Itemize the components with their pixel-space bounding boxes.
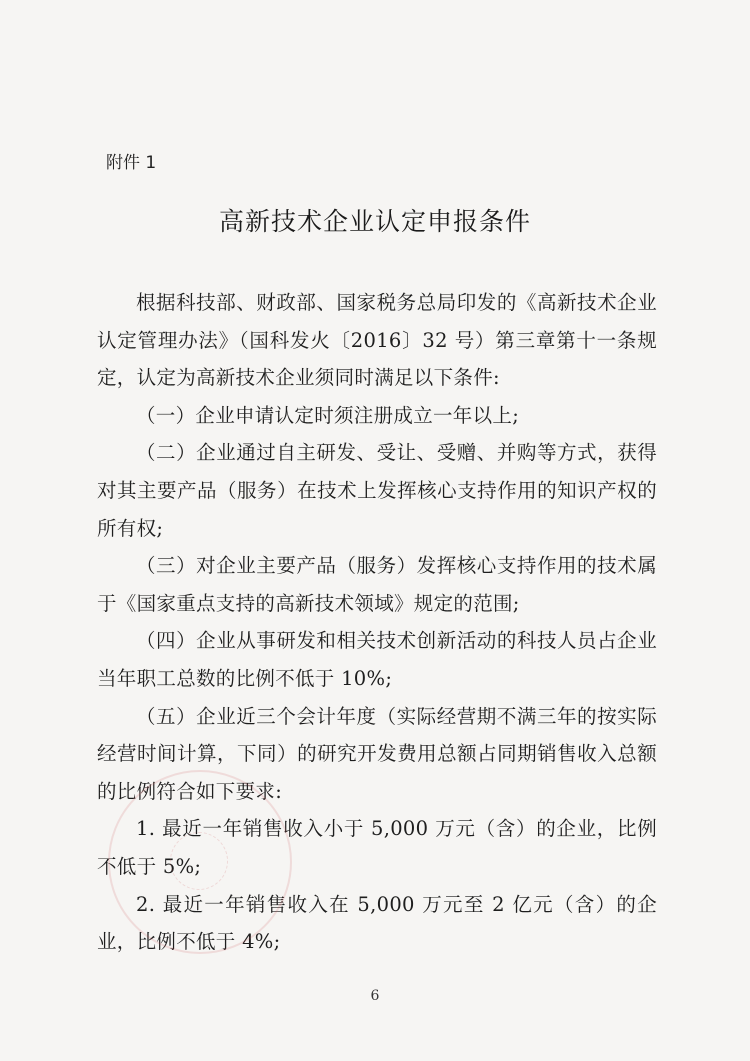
page-number: 6 (370, 988, 380, 1004)
paragraph-condition-2: （二）企业通过自主研发、受让、受赠、并购等方式，获得对其主要产品（服务）在技术上发挥核心支持作用的知识产权的所有权; (97, 441, 657, 540)
paragraph-condition-4: （四）企业从事研发和相关技术创新活动的科技人员占企业当年职工总数的比例不低于 10%; (97, 629, 657, 690)
document-title: 高新技术企业认定申报条件 (218, 207, 531, 236)
paragraph-condition-1: （一）企业申请认定时须注册成立一年以上; (136, 403, 520, 427)
paragraph-requirement-2: 2. 最近一年销售收入在 5,000 万元至 2 亿元（含）的企业，比例不低于 4%; (97, 892, 657, 954)
attachment-label: 附件 1 (106, 153, 157, 173)
paragraph-requirement-1: 1. 最近一年销售收入小于 5,000 万元（含）的企业，比例不低于 5%; (97, 817, 657, 878)
document-body (97, 284, 657, 961)
paragraph-intro: 根据科技部、财政部、国家税务总局印发的《高新技术企业认定管理办法》（国科发火〔2016〕32 号）第三章第十一条规定，认定为高新技术企业须同时满足以下条件: (97, 291, 657, 390)
paragraph-condition-5: （五）企业近三个会计年度（实际经营期不满三年的按实际经营时间计算，下同）的研究开发费用总额占同期销售收入总额的比例符合如下要求: (97, 704, 657, 803)
paragraph-condition-3: （三）对企业主要产品（服务）发挥核心支持作用的技术属于《国家重点支持的高新技术领域》规定的范围; (97, 554, 657, 615)
